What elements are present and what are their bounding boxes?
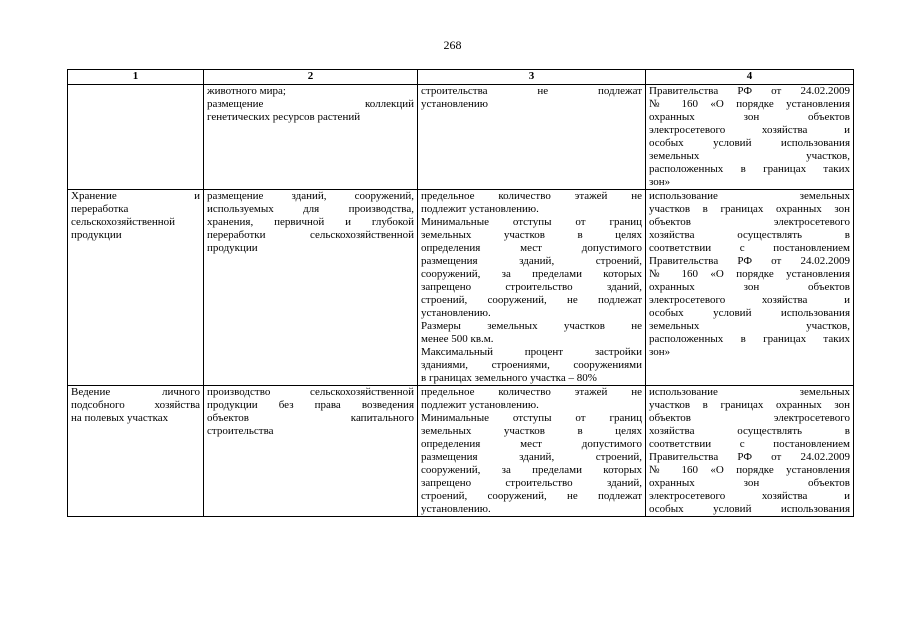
cell-text-line: предельное количество этажей не — [421, 190, 642, 202]
cell-text-line: особых условий использования — [649, 137, 850, 149]
table-row — [68, 190, 854, 386]
parameters-cell — [418, 386, 646, 517]
cell-text-line: переработки сельскохозяйственной — [207, 229, 414, 241]
cell-text-line: расположенных в границах таких — [649, 163, 850, 175]
cell-text-line: Хранение и — [71, 190, 200, 202]
cell-text-line: земельных участков в целях — [421, 425, 642, 437]
cell-text-line: Минимальные отступы от границ — [421, 412, 642, 424]
cell-text-line: особых условий использования — [649, 307, 850, 319]
restrictions-cell — [646, 386, 854, 517]
cell-text-line: использование земельных — [649, 386, 850, 398]
parameters-cell — [418, 85, 646, 190]
cell-text-line: участков в границах охранных зон — [649, 203, 850, 215]
cell-text-line: хозяйства осуществлять в — [649, 229, 850, 241]
cell-text-line: используемых для производства, — [207, 203, 414, 215]
cell-text-line: электросетевого хозяйства и — [649, 490, 850, 502]
cell-text-line: охранных зон объектов — [649, 111, 850, 123]
cell-text-line: № 160 «О порядке установления — [649, 464, 850, 476]
use-type-cell — [68, 85, 204, 190]
cell-text-line: на полевых участках — [71, 412, 169, 424]
cell-text-line: генетических ресурсов растений — [207, 111, 361, 123]
cell-text-line: Максимальный процент застройки — [421, 346, 642, 358]
permitted-use-cell — [204, 386, 418, 517]
cell-text-line: объектов электросетевого — [649, 216, 850, 228]
permitted-use-cell — [204, 190, 418, 386]
cell-text-line: соответствии с постановлением — [649, 242, 850, 254]
column-header-4: 4 — [646, 70, 854, 85]
column-header-3: 3 — [418, 70, 646, 85]
cell-text-line: подсобного хозяйства — [71, 399, 200, 411]
cell-text-line: № 160 «О порядке установления — [649, 268, 850, 280]
cell-text-line: запрещено строительство зданий, — [421, 281, 642, 293]
cell-text-line: строений, сооружений, не подлежат — [421, 294, 642, 306]
cell-text-line: земельных участков, — [649, 320, 850, 332]
cell-text-line: Правительства РФ от 24.02.2009 — [649, 85, 850, 97]
cell-text-line: сооружений, за пределами которых — [421, 464, 642, 476]
cell-text-line: зон» — [649, 176, 671, 188]
cell-text-line: строительства не подлежат — [421, 85, 642, 97]
cell-text-line: продукции — [71, 229, 122, 241]
cell-text-line: хранения, первичной и глубокой — [207, 216, 414, 228]
cell-text-line: запрещено строительство зданий, — [421, 477, 642, 489]
cell-text-line: размещение зданий, сооружений, — [207, 190, 414, 202]
cell-text-line: соответствии с постановлением — [649, 438, 850, 450]
cell-text-line: зон» — [649, 346, 671, 358]
cell-text-line: установлению. — [421, 503, 491, 515]
cell-text-line: подлежит установлению. — [421, 203, 539, 215]
cell-text-line: сельскохозяйственной — [71, 216, 176, 228]
cell-text-line: в границах земельного участка – 80% — [421, 372, 597, 384]
column-header-1: 1 — [68, 70, 204, 85]
cell-text-line: менее 500 кв.м. — [421, 333, 494, 345]
cell-text-line: производство сельскохозяйственной — [207, 386, 414, 398]
cell-text-line: объектов капитального — [207, 412, 414, 424]
cell-text-line: охранных зон объектов — [649, 477, 850, 489]
cell-text-line: строительства — [207, 425, 274, 437]
cell-text-line: установлению. — [421, 307, 491, 319]
column-header-2: 2 — [204, 70, 418, 85]
cell-text-line: особых условий использования — [649, 503, 850, 515]
cell-text-line: использование земельных — [649, 190, 850, 202]
parameters-cell — [418, 190, 646, 386]
cell-text-line: переработка — [71, 203, 129, 215]
use-type-cell — [68, 190, 204, 386]
cell-text-line: земельных участков в целях — [421, 229, 642, 241]
restrictions-cell — [646, 190, 854, 386]
cell-text-line: размещение коллекций — [207, 98, 414, 110]
cell-text-line: хозяйства осуществлять в — [649, 425, 850, 437]
cell-text-line: электросетевого хозяйства и — [649, 124, 850, 136]
cell-text-line: объектов электросетевого — [649, 412, 850, 424]
cell-text-line: Правительства РФ от 24.02.2009 — [649, 255, 850, 267]
cell-text-line: № 160 «О порядке установления — [649, 98, 850, 110]
table-row — [68, 386, 854, 517]
cell-text-line: участков в границах охранных зон — [649, 399, 850, 411]
page-number: 268 — [443, 38, 462, 52]
cell-text-line: предельное количество этажей не — [421, 386, 642, 398]
cell-text-line: строений, сооружений, не подлежат — [421, 490, 642, 502]
cell-text-line: зданиями, строениями, сооружениями — [421, 359, 642, 371]
cell-text-line: установлению — [421, 98, 489, 110]
cell-text-line: определения мест допустимого — [421, 438, 642, 450]
cell-text-line: Ведение личного — [71, 386, 200, 398]
use-type-cell — [68, 386, 204, 517]
cell-text-line: Правительства РФ от 24.02.2009 — [649, 451, 850, 463]
table-row — [68, 85, 854, 190]
restrictions-cell — [646, 85, 854, 190]
cell-text-line: подлежит установлению. — [421, 399, 539, 411]
cell-text-line: продукции без права возведения — [207, 399, 414, 411]
cell-text-line: расположенных в границах таких — [649, 333, 850, 345]
land-use-table — [67, 69, 854, 517]
cell-text-line: размещения зданий, строений, — [421, 255, 642, 267]
cell-text-line: размещения зданий, строений, — [421, 451, 642, 463]
cell-text-line: электросетевого хозяйства и — [649, 294, 850, 306]
permitted-use-cell — [204, 85, 418, 190]
cell-text-line: охранных зон объектов — [649, 281, 850, 293]
cell-text-line: продукции — [207, 242, 258, 254]
cell-text-line: земельных участков, — [649, 150, 850, 162]
cell-text-line: определения мест допустимого — [421, 242, 642, 254]
cell-text-line: Минимальные отступы от границ — [421, 216, 642, 228]
cell-text-line: животного мира; — [207, 85, 286, 97]
cell-text-line: сооружений, за пределами которых — [421, 268, 642, 280]
table-header-row — [68, 70, 854, 85]
cell-text-line: Размеры земельных участков не — [421, 320, 642, 332]
